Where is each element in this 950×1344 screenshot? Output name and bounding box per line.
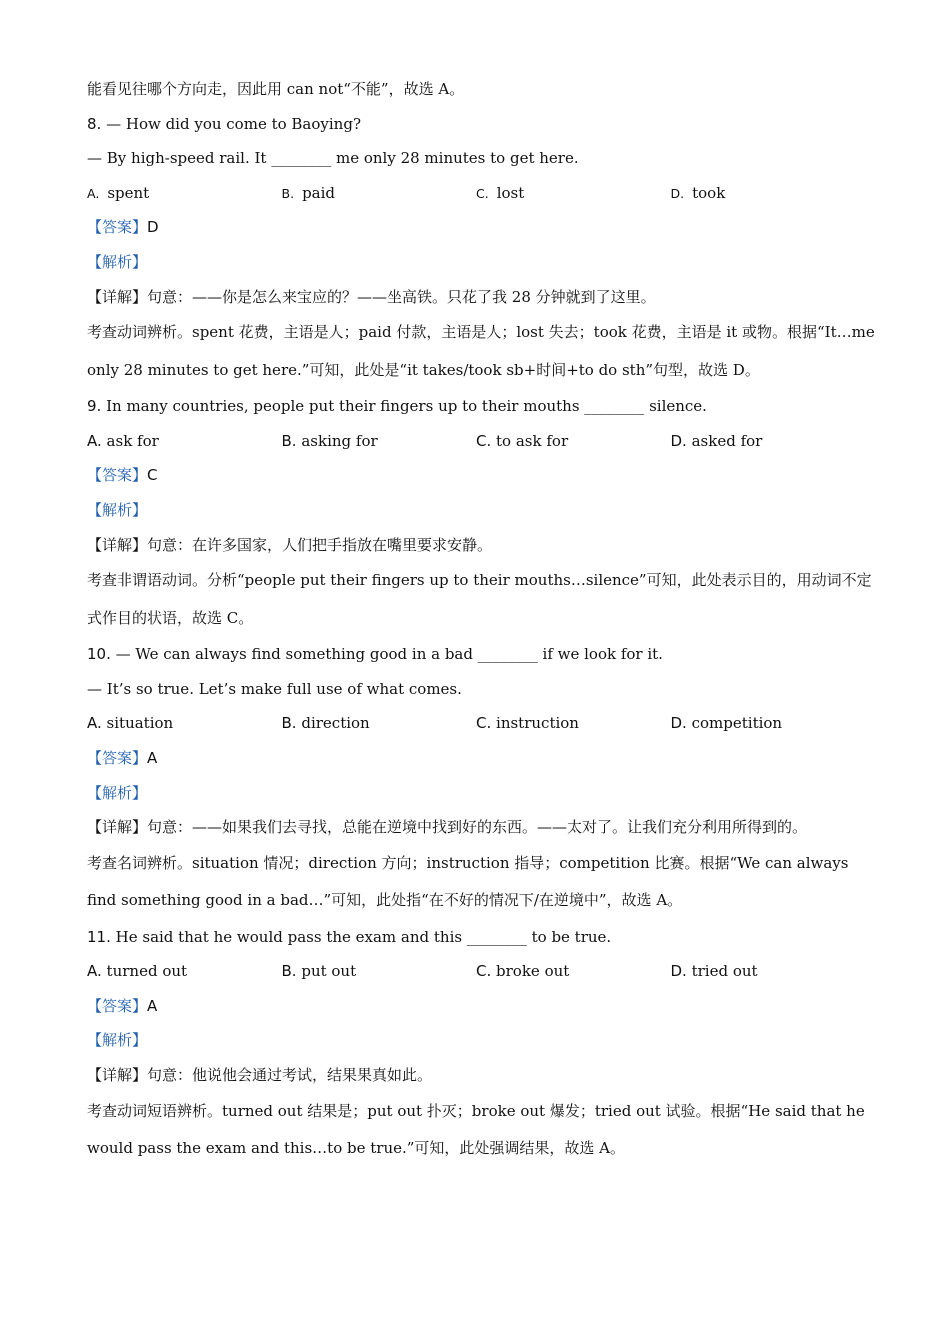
question-number: 8. xyxy=(87,114,102,133)
option-d: D. competition xyxy=(670,714,783,733)
option-b: B. put out xyxy=(281,962,357,981)
detail-label: 【详解】 xyxy=(87,535,148,554)
answer-line xyxy=(87,458,877,493)
question-stem xyxy=(87,637,877,672)
detail-text: 句意：他说他会通过考试，结果果真如此。 xyxy=(147,1066,433,1085)
answer-label: 【答案】 xyxy=(87,218,148,237)
detail-line xyxy=(87,1058,877,1093)
explanation-text: 考查名词辨析。situation 情况；direction 方向；instruction 指导；competition 比赛。根据“We can always find something good in a bad…”可知，此处指“在不好的情况下/在逆境中”，故选 A。 xyxy=(87,853,849,910)
question-number: 9. xyxy=(87,397,102,416)
question-number: 11. xyxy=(87,927,111,946)
answer-label: 【答案】 xyxy=(87,748,148,767)
option-c: C. instruction xyxy=(476,714,579,733)
option-a: A. spent xyxy=(87,183,150,202)
options-row xyxy=(87,954,877,989)
options-row xyxy=(87,424,877,459)
detail-label: 【详解】 xyxy=(87,1066,148,1085)
answer-label: 【答案】 xyxy=(87,466,148,485)
answer-label: 【答案】 xyxy=(87,996,148,1015)
options-row xyxy=(87,176,877,211)
stem-text: — We can always find something good in a bad ________ if we look for it. xyxy=(115,645,663,664)
analysis-label: 【解析】 xyxy=(87,500,148,519)
option-d: D. took xyxy=(670,183,726,202)
stem-text: He said that he would pass the exam and this ________ to be true. xyxy=(115,927,612,946)
option-b: B. asking for xyxy=(281,431,378,450)
stem-line: — By high-speed rail. It ________ me only 28 minutes to get here. xyxy=(87,149,579,168)
detail-text: 句意：——如果我们去寻找，总能在逆境中找到好的东西。——太对了。让我们充分利用所得到的。 xyxy=(147,818,808,837)
detail-label: 【详解】 xyxy=(87,818,148,837)
document-page xyxy=(87,72,877,1168)
analysis-label: 【解析】 xyxy=(87,252,148,271)
answer-line xyxy=(87,741,877,776)
explanation-text: 考查动词辨析。spent 花费，主语是人；paid 付款，主语是人；lost 失去；took 花费，主语是 it 或物。根据“It…me only 28 minutes to get here.”可知，此处是“it takes/took sb+时间+to do sth”句型，故选 D。 xyxy=(87,323,875,379)
option-a: A. turned out xyxy=(87,962,188,981)
intro-line: 能看见往哪个方向走，因此用 can not“不能”，故选 A。 xyxy=(87,80,465,98)
option-b: B. direction xyxy=(281,714,370,733)
answer-value: A xyxy=(147,996,158,1015)
option-a: A. ask for xyxy=(87,431,159,450)
explanation-text: 考查非谓语动词。分析“people put their fingers up to their mouths…silence”可知，此处表示目的，用动词不定式作目的状语，故选 C。 xyxy=(87,571,872,627)
option-c: C. to ask for xyxy=(476,431,569,450)
answer-value: D xyxy=(147,218,159,237)
option-a: A. situation xyxy=(87,714,174,733)
detail-line xyxy=(87,810,877,845)
explanation-text: 考查动词短语辨析。turned out 结果是；put out 扑灭；broke out 爆发；tried out 试验。根据“He said that he would pass the exam and this…to be true.”可知，此处强调结果，故选 A。 xyxy=(87,1101,865,1158)
detail-line xyxy=(87,528,877,563)
option-d: D. tried out xyxy=(670,962,758,981)
option-c: C. lost xyxy=(476,183,525,202)
detail-text: 句意：——你是怎么来宝应的？——坐高铁。只花了我 28 分钟就到了这里。 xyxy=(147,287,656,306)
question-stem xyxy=(87,920,877,955)
question-9 xyxy=(87,389,877,637)
answer-value: A xyxy=(147,748,158,767)
analysis-label: 【解析】 xyxy=(87,783,148,802)
detail-label: 【详解】 xyxy=(87,287,148,306)
answer-value: C xyxy=(147,466,158,485)
stem-text: In many countries, people put their fingers up to their mouths ________ silence. xyxy=(106,397,707,416)
option-c: C. broke out xyxy=(476,962,570,981)
question-11 xyxy=(87,920,877,1168)
detail-text: 句意：在许多国家，人们把手指放在嘴里要求安静。 xyxy=(147,535,493,554)
answer-line xyxy=(87,989,877,1024)
option-d: D. asked for xyxy=(670,431,763,450)
question-10 xyxy=(87,637,877,920)
question-8 xyxy=(87,107,877,390)
options-row xyxy=(87,706,877,741)
detail-line xyxy=(87,280,877,315)
option-b: B. paid xyxy=(281,183,336,202)
stem-text: — How did you come to Baoying? xyxy=(106,114,361,133)
question-stem xyxy=(87,107,877,142)
analysis-label: 【解析】 xyxy=(87,1031,148,1050)
question-stem xyxy=(87,389,877,424)
answer-line xyxy=(87,210,877,245)
stem-line: — It’s so true. Let’s make full use of what comes. xyxy=(87,679,462,698)
question-number: 10. xyxy=(87,645,111,664)
